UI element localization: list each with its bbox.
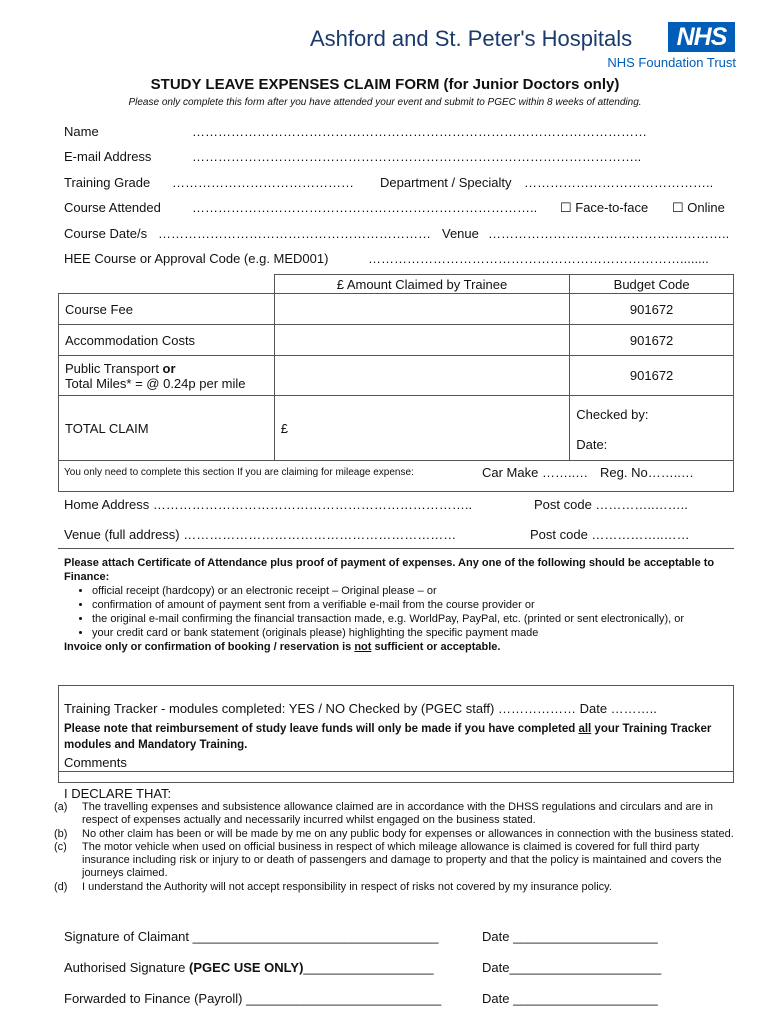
department-field[interactable]: …………………………………….. bbox=[524, 175, 714, 190]
invoice-note bbox=[64, 640, 734, 654]
divider bbox=[58, 771, 734, 772]
auth-label-a: Authorised Signature bbox=[64, 960, 190, 975]
form-title: STUDY LEAVE EXPENSES CLAIM FORM (for Junior Doctors only) bbox=[150, 76, 620, 93]
divider bbox=[58, 548, 734, 549]
trust-name: NHS Foundation Trust bbox=[607, 55, 736, 70]
course-field[interactable]: …………………………………………………………………….. bbox=[192, 200, 538, 215]
grade-field[interactable]: …………………………………… bbox=[172, 175, 354, 190]
amount-column-header: £ Amount Claimed by Trainee bbox=[274, 275, 569, 294]
declaration-item-text: The travelling expenses and subsistence allowance claimed are in accordance with the DHSS regulations and circulars and are in respect of expenses actually and necessarily incurred whilst engaged on the business stated. bbox=[82, 801, 714, 827]
attachment-list bbox=[64, 584, 734, 640]
attachment-instructions bbox=[64, 556, 734, 654]
budget-code-column-header: Budget Code bbox=[570, 275, 734, 294]
auth-label-c: __________________ bbox=[303, 960, 434, 975]
authorised-signature-field[interactable] bbox=[64, 960, 434, 975]
declaration-item-text: The motor vehicle when used on official business in respect of which mileage allowance is claimed is covered for full third party insurance including risk or injury to or death of passengers and damage to property and that the policy is maintained and covers the journeys claimed. bbox=[82, 840, 722, 880]
declaration-item-label: (d) bbox=[54, 880, 68, 893]
table-row bbox=[59, 294, 734, 325]
finance-date-field[interactable]: Date ____________________ bbox=[482, 991, 658, 1006]
tracker-note-a: Please note that reimbursement of study leave funds will only be made if you have completed bbox=[64, 723, 579, 735]
email-field[interactable]: ………………………………………………………………………………………….. bbox=[192, 149, 642, 164]
tracker-note bbox=[64, 721, 730, 753]
accommodation-label: Accommodation Costs bbox=[59, 325, 275, 356]
declaration-item bbox=[54, 801, 734, 828]
attachment-heading: Please attach Certificate of Attendance plus proof of payment of expenses. Any one of the following should be acceptable to Finance: bbox=[64, 557, 715, 583]
course-dates-label: Course Date/s bbox=[64, 226, 148, 241]
list-item: • your credit card or bank statement (originals please) highlighting the specific payment made bbox=[92, 626, 734, 640]
declaration-item bbox=[54, 828, 734, 841]
reg-no-field[interactable]: Reg. No……..… bbox=[600, 465, 694, 480]
course-label: Course Attended bbox=[64, 200, 161, 215]
table-row bbox=[59, 356, 734, 396]
declaration bbox=[54, 786, 734, 894]
transport-amount[interactable] bbox=[274, 356, 569, 396]
hee-code-label: HEE Course or Approval Code (e.g. MED001) bbox=[64, 251, 329, 266]
declaration-heading: I DECLARE THAT: bbox=[64, 786, 172, 801]
declaration-item bbox=[54, 841, 734, 881]
checked-by-label: Checked by: bbox=[576, 407, 649, 422]
face-to-face-checkbox[interactable]: ☐ Face-to-face bbox=[560, 200, 649, 215]
declaration-item-text: I understand the Authority will not accept responsibility in respect of risks not covered by my insurance policy. bbox=[82, 880, 612, 893]
tracker-note-b: your Training Tracker modules and Mandatory Training. bbox=[64, 723, 712, 751]
table-row bbox=[59, 325, 734, 356]
declaration-item-label: (b) bbox=[54, 827, 68, 840]
transport-label bbox=[59, 356, 275, 396]
total-claim-amount[interactable]: £ bbox=[274, 396, 569, 461]
venue-postcode-field[interactable]: Post code ……………..…… bbox=[530, 527, 690, 542]
transport-label-c: Total Miles* = @ 0.24p per mile bbox=[65, 375, 246, 391]
tracker-note-all: all bbox=[578, 723, 592, 735]
list-item: • the original e-mail confirming the financial transaction made, e.g. WorldPay, PayPal, etc. (printed or sent electronically), or bbox=[92, 612, 734, 626]
total-claim-label: TOTAL CLAIM bbox=[59, 396, 275, 461]
invoice-note-b: sufficient or acceptable. bbox=[371, 641, 501, 653]
invoice-note-not: not bbox=[354, 641, 372, 653]
finance-signature-field[interactable]: Forwarded to Finance (Payroll) ___________________________ bbox=[64, 991, 442, 1006]
claimant-date-field[interactable]: Date ____________________ bbox=[482, 929, 658, 944]
online-checkbox[interactable]: ☐ Online bbox=[672, 200, 725, 215]
course-fee-label: Course Fee bbox=[59, 294, 275, 325]
transport-label-a: Public Transport bbox=[65, 360, 163, 376]
hee-code-field[interactable]: ………………………………………………………………........ bbox=[368, 251, 709, 266]
transport-label-or: or bbox=[162, 360, 176, 376]
total-row bbox=[59, 396, 734, 461]
organisation-name: Ashford and St. Peter's Hospitals bbox=[310, 26, 633, 51]
form-instructions: Please only complete this form after you have attended your event and submit to PGEC within 8 weeks of attending. bbox=[128, 97, 642, 108]
name-label: Name bbox=[64, 124, 99, 139]
course-fee-budget-code: 901672 bbox=[570, 294, 734, 325]
name-field[interactable]: …………………………………………………………………………………………… bbox=[192, 124, 647, 139]
course-dates-field[interactable]: ……………………………………………………… bbox=[158, 226, 431, 241]
venue-field[interactable]: ……………………………………………….. bbox=[488, 226, 730, 241]
transport-budget-code: 901672 bbox=[570, 356, 734, 396]
venue-label: Venue bbox=[442, 226, 479, 241]
accommodation-amount[interactable] bbox=[274, 325, 569, 356]
nhs-logo: NHS bbox=[668, 22, 735, 52]
home-address-field[interactable]: Home Address ……………………………………………………………….. bbox=[64, 497, 473, 512]
list-item: • confirmation of amount of payment sent from a verifiable e-mail from the course provider or bbox=[92, 598, 734, 612]
declaration-item-text: No other claim has been or will be made by me on any public body for expenses or allowances in connection with the business stated. bbox=[82, 827, 734, 840]
mileage-note: You only need to complete this section If you are claiming for mileage expense: bbox=[64, 467, 414, 478]
declaration-item-label: (a) bbox=[54, 801, 68, 813]
comments-label[interactable]: Comments bbox=[64, 755, 127, 770]
email-label: E-mail Address bbox=[64, 149, 152, 164]
grade-label: Training Grade bbox=[64, 175, 151, 190]
authorised-date-field[interactable]: Date_____________________ bbox=[482, 960, 662, 975]
checked-date-label: Date: bbox=[576, 437, 608, 452]
declaration-item bbox=[54, 881, 734, 894]
invoice-note-a: Invoice only or confirmation of booking / reservation is bbox=[64, 641, 355, 653]
car-make-field[interactable]: Car Make ……..… bbox=[482, 465, 589, 480]
auth-label-b: (PGEC USE ONLY) bbox=[189, 960, 304, 975]
course-fee-amount[interactable] bbox=[274, 294, 569, 325]
accommodation-budget-code: 901672 bbox=[570, 325, 734, 356]
declaration-item-label: (c) bbox=[54, 840, 67, 853]
claimant-signature-field[interactable]: Signature of Claimant __________________________________ bbox=[64, 929, 439, 944]
department-label: Department / Specialty bbox=[380, 175, 512, 190]
venue-address-field[interactable]: Venue (full address) ……………………………………………………… bbox=[64, 527, 457, 542]
claim-table bbox=[58, 274, 734, 461]
list-item: • official receipt (hardcopy) or an electronic receipt – Original please – or bbox=[92, 584, 734, 598]
home-postcode-field[interactable]: Post code …………..…….. bbox=[534, 497, 688, 512]
training-tracker-line[interactable]: Training Tracker - modules completed: YES / NO Checked by (PGEC staff) ……………… Date ……….. bbox=[64, 701, 657, 716]
